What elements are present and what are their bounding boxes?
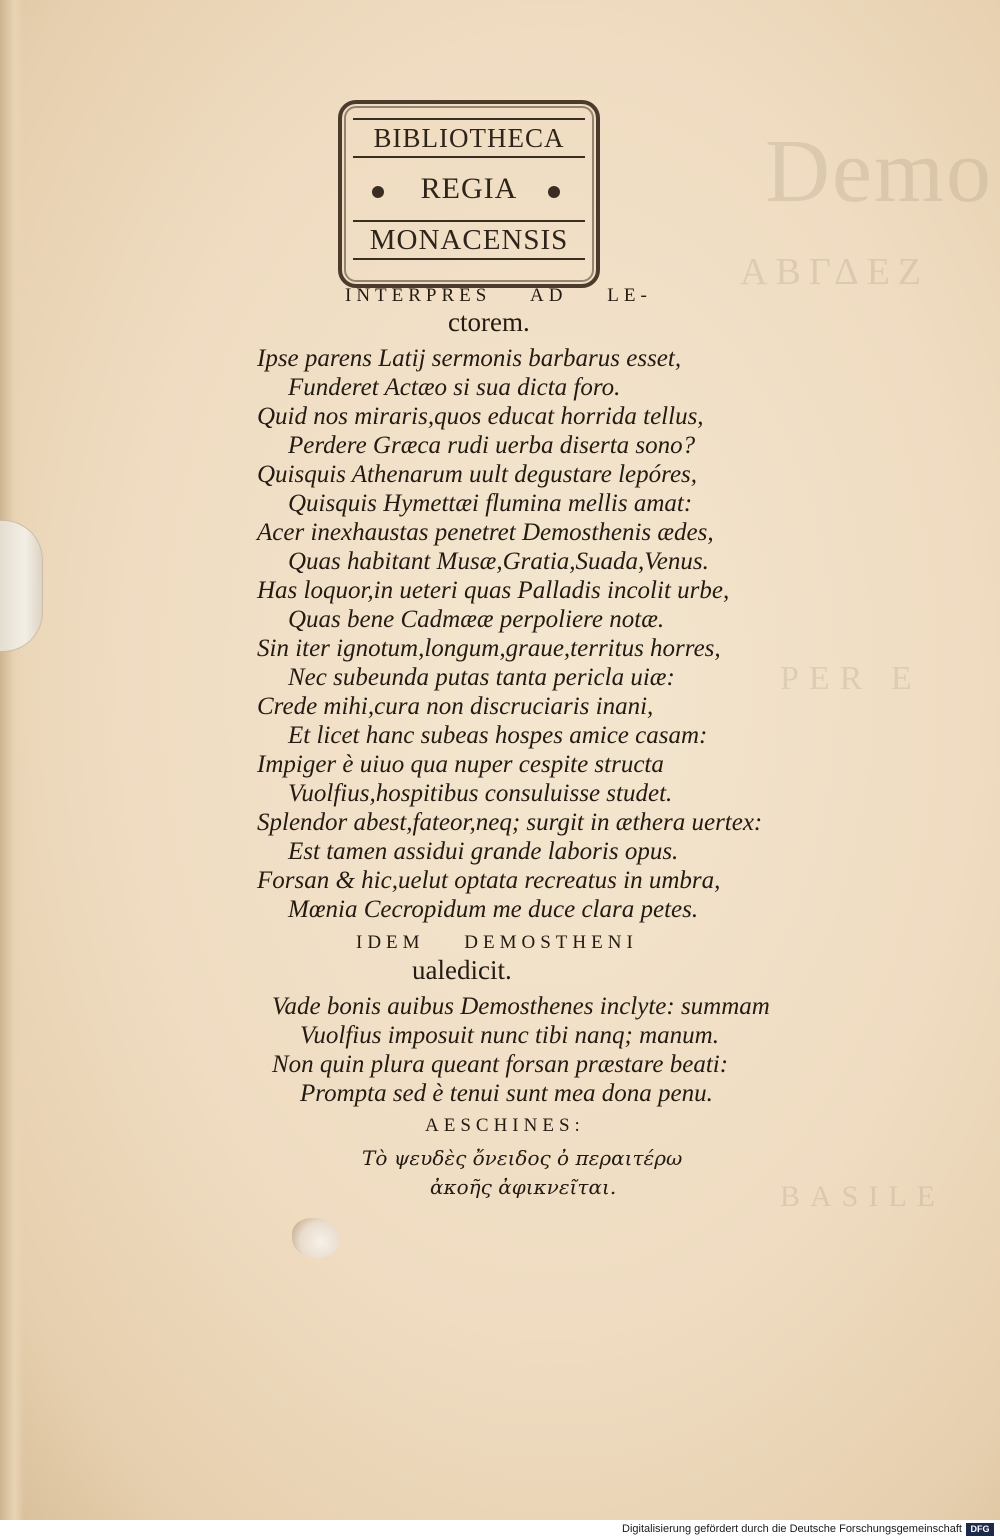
poem-line: Est tamen assidui grande laboris opus. xyxy=(288,838,679,865)
heading-aeschines: AESCHINES: xyxy=(425,1115,585,1136)
poem-line: Funderet Actæo si sua dicta foro. xyxy=(288,374,621,401)
dfg-logo-icon: DFG xyxy=(966,1523,994,1536)
paper-tab xyxy=(0,520,43,652)
poem-line: Vuolfius imposuit nunc tibi nanq; manum. xyxy=(300,1022,719,1049)
poem-line: Quid nos miraris,quos educat horrida tellus, xyxy=(257,403,704,430)
poem-line: Has loquor,in ueteri quas Palladis incolit urbe, xyxy=(257,577,730,604)
poem-line: Et licet hanc subeas hospes amice casam: xyxy=(288,722,708,749)
poem-line: Prompta sed è tenui sunt mea dona penu. xyxy=(300,1080,713,1107)
poem-line: Quisquis Athenarum uult degustare lepóres, xyxy=(257,461,698,488)
heading-idem: IDEM DEMOSTHENI xyxy=(356,932,638,953)
poem-line: Acer inexhaustas penetret Demosthenis ædes, xyxy=(257,519,714,546)
poem-line: Vuolfius,hospitibus consuluisse studet. xyxy=(288,780,673,807)
poem-line: Crede mihi,cura non discruciaris inani, xyxy=(257,693,654,720)
footer-credit: Digitalisierung gefördert durch die Deutsche Forschungsgemeinschaft xyxy=(622,1523,962,1535)
heading-interpres: INTERPRES AD LE- xyxy=(345,285,652,306)
heading-idem-cont: ualedicit. xyxy=(412,955,512,985)
poem-line: Quisquis Hymettæi flumina mellis amat: xyxy=(288,490,693,517)
stamp-line-2: REGIA xyxy=(420,172,518,205)
poem-line: Ipse parens Latij sermonis barbarus esset, xyxy=(257,345,682,372)
poem-line: Forsan & hic,uelut optata recreatus in umbra, xyxy=(257,867,721,894)
show-through-text: PER E xyxy=(780,660,922,697)
stamp-ornament-icon xyxy=(548,186,560,198)
stamp-line-1: BIBLIOTHECA xyxy=(353,118,585,158)
digitization-footer xyxy=(0,1520,1000,1540)
page-binding-edge xyxy=(0,0,24,1520)
paper-damage xyxy=(292,1218,340,1258)
show-through-text: Demo xyxy=(765,122,993,221)
library-stamp xyxy=(338,100,600,288)
poem-line: Sin iter ignotum,longum,graue,territus horres, xyxy=(257,635,721,662)
show-through-text: BASILE xyxy=(780,1180,945,1213)
poem-line: Vade bonis auibus Demosthenes inclyte: summam xyxy=(272,993,770,1020)
poem-line: Quas bene Cadmææ perpoliere notæ. xyxy=(288,606,665,633)
poem-line: Non quin plura queant forsan præstare beati: xyxy=(272,1051,729,1078)
poem-line: Mœnia Cecropidum me duce clara petes. xyxy=(288,896,699,923)
show-through-text: ΑΒΓΔΕΖ xyxy=(740,251,930,293)
greek-line: Τὸ ψευδὲς ὄνειδος ὀ περαιτέρω xyxy=(362,1146,683,1170)
poem-line: Impiger è uiuo qua nuper cespite structa xyxy=(257,751,664,778)
poem-line: Nec subeunda putas tanta pericla uiæ: xyxy=(288,664,675,691)
stamp-line-3: MONACENSIS xyxy=(353,220,585,260)
poem-line: Quas habitant Musæ,Gratia,Suada,Venus. xyxy=(288,548,709,575)
heading-interpres-cont: ctorem. xyxy=(448,307,530,337)
poem-line: Perdere Græca rudi uerba diserta sono? xyxy=(288,432,696,459)
poem-line: Splendor abest,fateor,neq; surgit in æthera uertex: xyxy=(257,809,763,836)
greek-line: ἀκοῆς ἀφικνεῖται. xyxy=(430,1175,617,1199)
